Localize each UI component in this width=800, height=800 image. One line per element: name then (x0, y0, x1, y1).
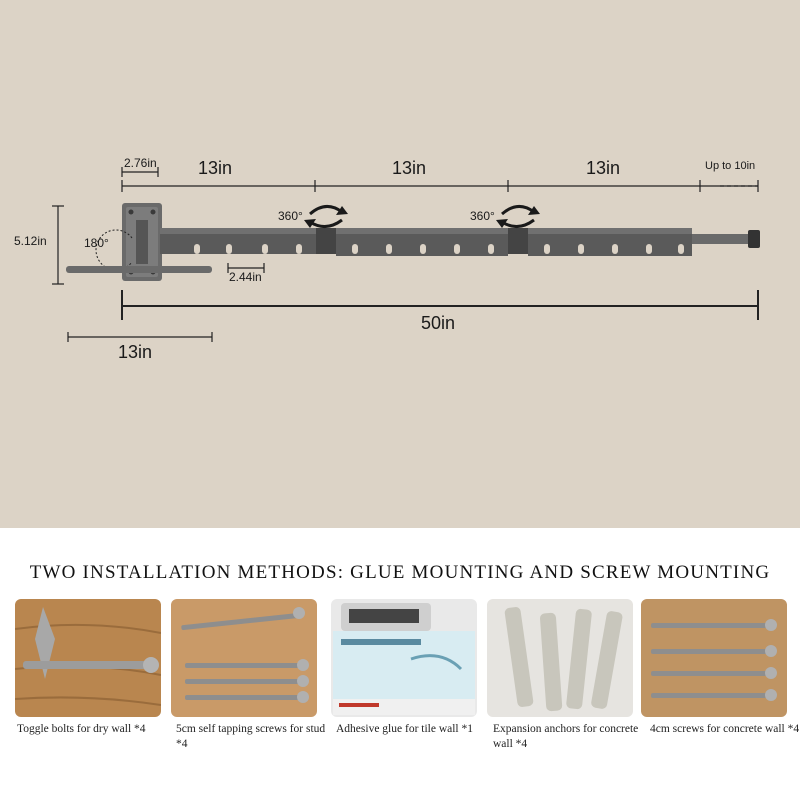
rack-arms (160, 228, 760, 256)
toggle-bolts-caption: Toggle bolts for dry wall *4 (17, 723, 146, 735)
section-3-label: 13in (586, 158, 621, 178)
expansion-anchors-image (487, 599, 633, 717)
rotation-180-label: 180° (84, 236, 109, 250)
height-label: 5.12in (14, 234, 47, 248)
rotation-360-label-1: 360° (278, 209, 303, 223)
bottom-rod (66, 266, 212, 273)
section-1-label: 13in (198, 158, 233, 178)
expansion-anchors-caption: Expansion anchors for concrete wall *4 (493, 723, 639, 750)
concrete-screws-image (641, 599, 787, 717)
hook-spacing-label: 2.44in (229, 270, 262, 284)
self-tapping-screws-image (171, 599, 317, 717)
total-length-label: 50in (421, 313, 456, 333)
bottom-rod-label: 13in (118, 342, 153, 362)
rotation-360-label-2: 360° (470, 209, 495, 223)
adhesive-glue-image (331, 599, 477, 717)
self-tapping-screws-caption: 5cm self tapping screws for stud *4 (176, 723, 326, 750)
toggle-bolts-image (15, 599, 161, 717)
adhesive-glue-caption: Adhesive glue for tile wall *1 (336, 723, 474, 735)
bracket-width-label: 2.76in (124, 156, 157, 170)
installation-headline: TWO INSTALLATION METHODS: GLUE MOUNTING AND SCREW MOUNTING (29, 562, 771, 583)
concrete-screws-caption: 4cm screws for concrete wall *4 (650, 723, 800, 735)
extension-label: Up to 10in (705, 160, 756, 172)
section-2-label: 13in (392, 158, 427, 178)
